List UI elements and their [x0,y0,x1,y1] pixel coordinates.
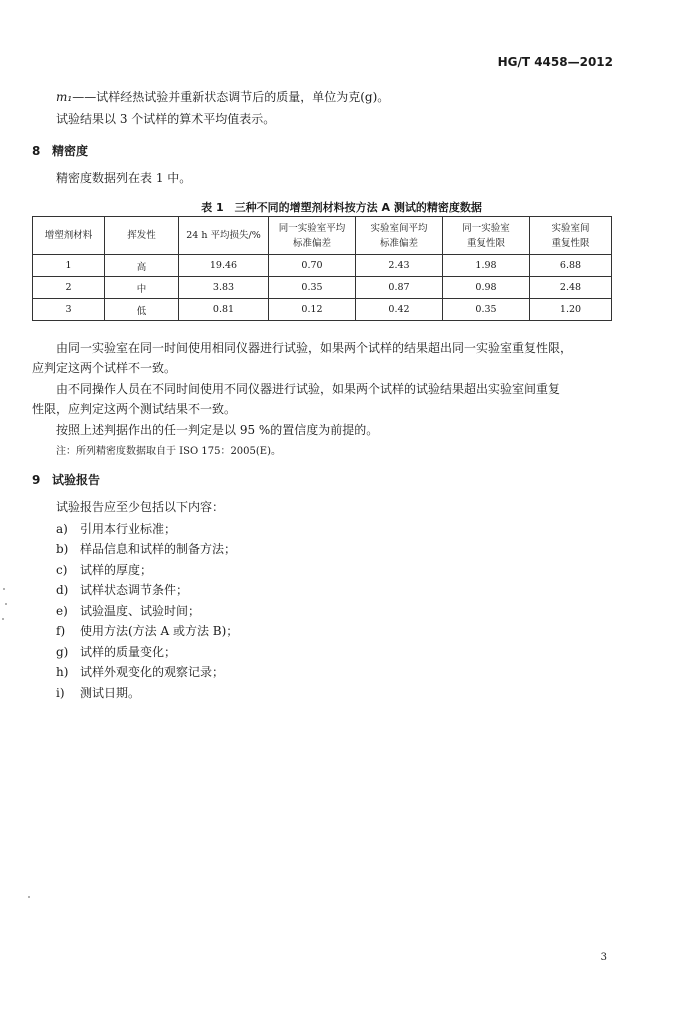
header-within-lab-repeatability: 同一实验室 重复性限 [443,217,530,255]
table-cell: 1 [33,255,105,277]
header-24h-average-loss: 24 h 平均损失/% [179,217,269,255]
table-cell: 0.81 [179,299,269,321]
standard-code: HG/T 4458—2012 [497,55,613,69]
table-cell: 0.87 [356,277,443,299]
section-8-heading [32,142,88,159]
table-cell: 1.20 [530,299,612,321]
table-cell: 3.83 [179,277,269,299]
result-expression: 试验结果以 3 个试样的算术平均值表示。 [56,112,276,126]
list-item: c) 试样的厚度； [56,563,153,577]
table-cell: 6.88 [530,255,612,277]
m1-symbol: m₁ [56,90,73,104]
table-cell: 2.43 [356,255,443,277]
table-header-row [33,217,612,255]
para1-line1: 由同一实验室在同一时间使用相同仪器进行试验，如果两个试样的结果超出同一实验室重复性限， [56,341,573,355]
list-item: d) 试样状态调节条件； [56,583,189,597]
table-cell: 0.35 [269,277,356,299]
section-9-title: 试验报告 [52,473,101,487]
table-row [33,255,612,277]
table-cell: 0.12 [269,299,356,321]
table-cell: 中 [105,277,179,299]
page-number: 3 [600,952,607,963]
para1-line2: 应判定这两个试样不一致。 [32,361,177,375]
table-cell: 低 [105,299,179,321]
scan-speck [5,603,7,605]
table-cell: 0.70 [269,255,356,277]
scan-speck [28,896,30,898]
list-item: a) 引用本行业标准； [56,522,177,536]
section-9-number: 9 [32,473,41,487]
table-cell: 0.98 [443,277,530,299]
table-cell: 2.48 [530,277,612,299]
header-within-lab-std-dev: 同一实验室平均 标准偏差 [269,217,356,255]
table-cell: 高 [105,255,179,277]
table-row [33,277,612,299]
table-cell: 19.46 [179,255,269,277]
list-item: i) 测试日期。 [56,686,141,700]
m1-definition [56,89,389,105]
header-between-lab-std-dev: 实验室间平均 标准偏差 [356,217,443,255]
section-9-intro: 试验报告应至少包括以下内容： [56,500,225,514]
list-item: e) 试验温度、试验时间； [56,604,201,618]
table-cell: 3 [33,299,105,321]
table-cell: 2 [33,277,105,299]
para2-line2: 性限，应判定这两个测试结果不一致。 [32,402,237,416]
list-item: h) 试样外观变化的观察记录； [56,665,225,679]
table-cell: 1.98 [443,255,530,277]
scan-speck [3,588,5,590]
header-volatility: 挥发性 [105,217,179,255]
section-8-intro: 精密度数据列在表 1 中。 [56,171,192,185]
list-item: g) 试样的质量变化； [56,645,177,659]
header-between-lab-repeatability: 实验室间 重复性限 [530,217,612,255]
list-item: b) 样品信息和试样的制备方法； [56,542,237,556]
section-8-title: 精密度 [52,144,89,158]
table-caption: 表 1 三种不同的增塑剂材料按方法 A 测试的精密度数据 [201,201,482,214]
section-9-heading [32,471,100,488]
table-row [33,299,612,321]
table-cell: 0.42 [356,299,443,321]
para3: 按照上述判据作出的任一判定是以 95 %的置信度为前提的。 [56,423,379,437]
list-item: f) 使用方法(方法 A 或方法 B)； [56,624,239,638]
section-8-number: 8 [32,144,41,158]
scan-speck [2,618,4,620]
table-cell: 0.35 [443,299,530,321]
m1-definition-text: ——试样经热试验并重新状态调节后的质量，单位为克(g)。 [72,90,390,104]
precision-table [32,216,612,321]
para2-line1: 由不同操作人员在不同时间使用不同仪器进行试验，如果两个试样的试验结果超出实验室间重复 [56,382,561,396]
header-plasticizer-material: 增塑剂材料 [33,217,105,255]
precision-note: 注：所列精密度数据取自于 ISO 175：2005(E)。 [56,446,281,457]
